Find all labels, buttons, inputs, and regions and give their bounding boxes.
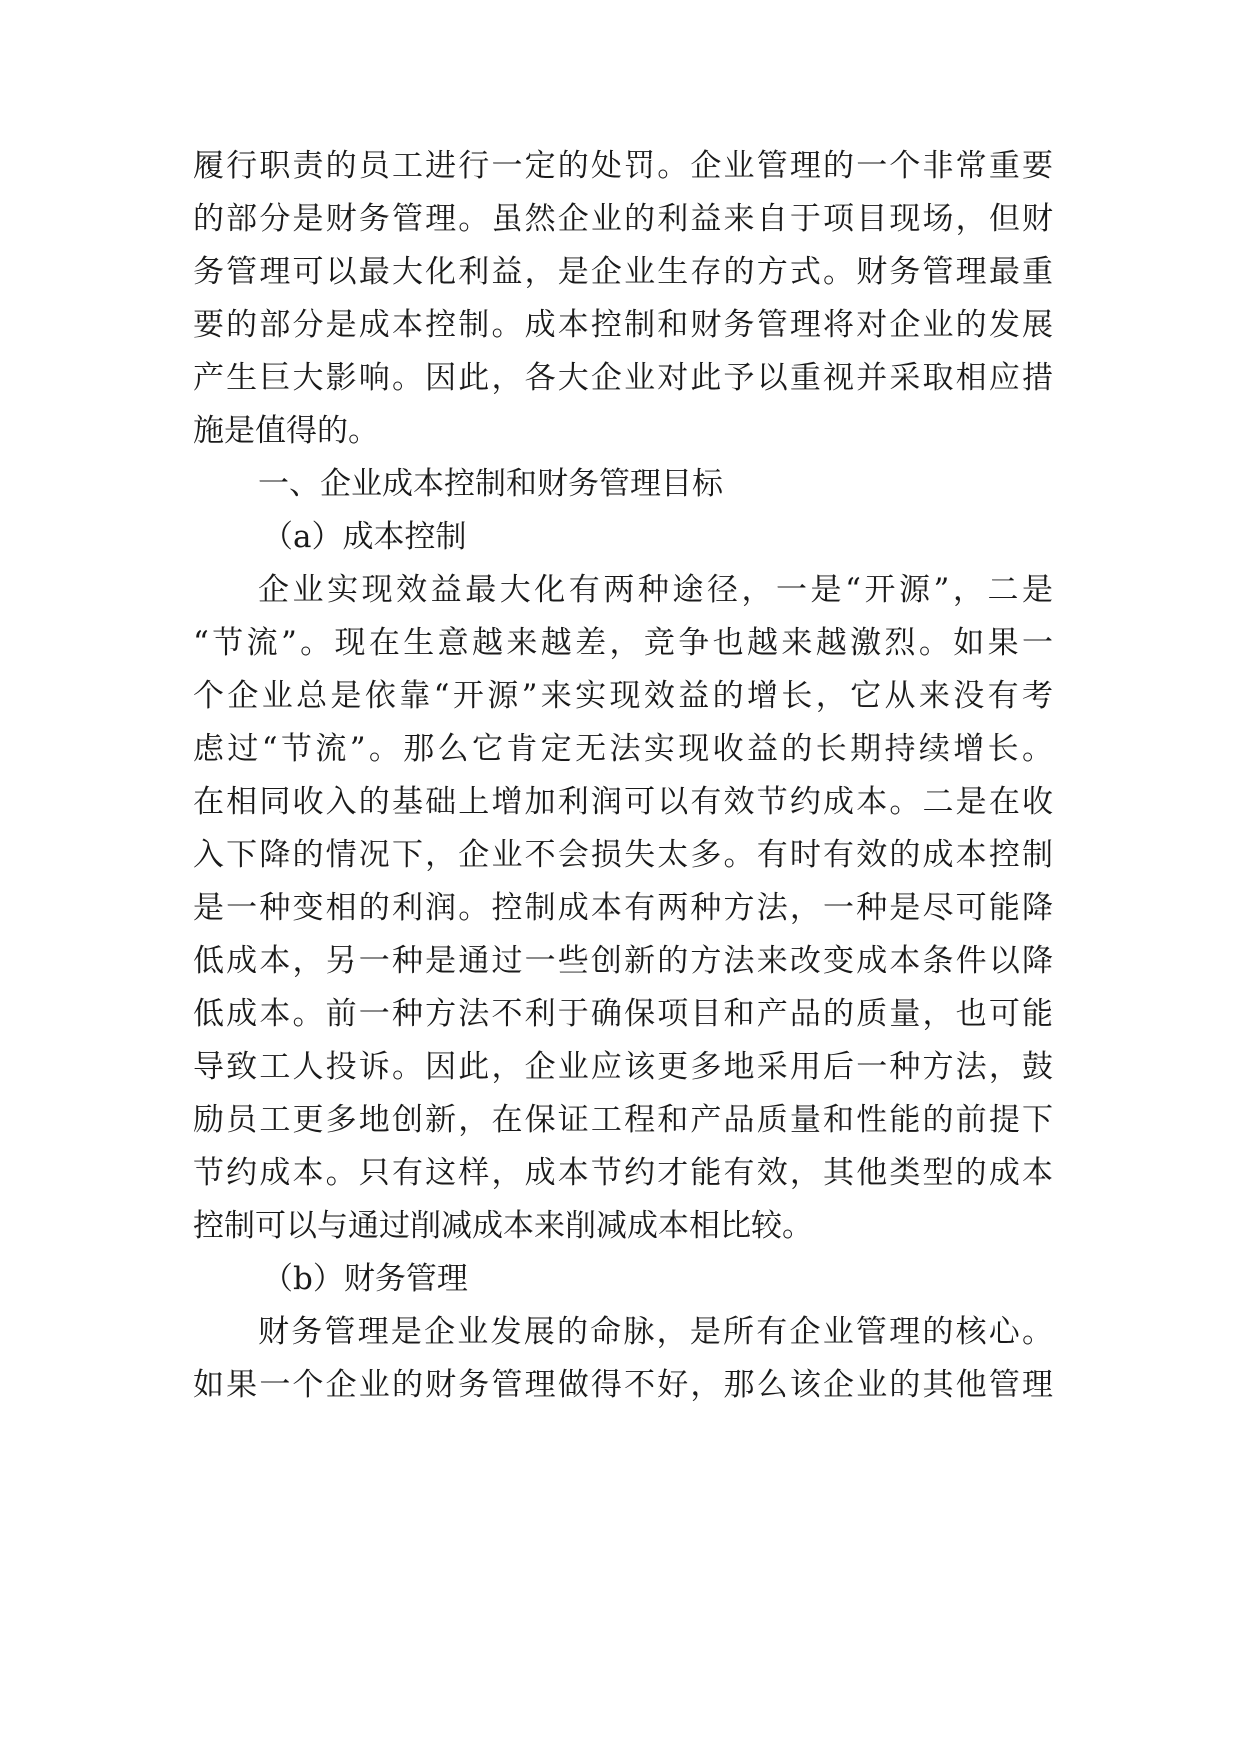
text-line: 导致工人投诉。因此，企业应该更多地采用后一种方法，鼓: [193, 1049, 1053, 1085]
text-line: 如果一个企业的财务管理做得不好，那么该企业的其他管理: [193, 1367, 1053, 1403]
subsection-heading: （a）成本控制: [262, 519, 467, 555]
text-line: 个企业总是依靠“开源”来实现效益的增长，它从来没有考: [193, 678, 1053, 714]
text-line: 产生巨大影响。因此，各大企业对此予以重视并采取相应措: [193, 360, 1053, 396]
text-line: 在相同收入的基础上增加利润可以有效节约成本。二是在收: [193, 784, 1053, 820]
text-line: 入下降的情况下，企业不会损失太多。有时有效的成本控制: [193, 837, 1053, 873]
text-line: 虑过“节流”。那么它肯定无法实现收益的长期持续增长。: [193, 731, 1053, 767]
text-line: 低成本。前一种方法不利于确保项目和产品的质量，也可能: [193, 996, 1053, 1032]
text-line: 企业实现效益最大化有两种途径，一是“开源”，二是: [258, 572, 1053, 608]
text-line: 务管理可以最大化利益，是企业生存的方式。财务管理最重: [193, 254, 1053, 290]
text-line: 施是值得的。: [193, 413, 379, 449]
text-line: 低成本，另一种是通过一些创新的方法来改变成本条件以降: [193, 943, 1053, 979]
text-line: 财务管理是企业发展的命脉，是所有企业管理的核心。: [258, 1314, 1053, 1350]
text-line: 控制可以与通过削减成本来削减成本相比较。: [193, 1208, 813, 1244]
text-line: 的部分是财务管理。虽然企业的利益来自于项目现场，但财: [193, 201, 1053, 237]
text-line: 是一种变相的利润。控制成本有两种方法，一种是尽可能降: [193, 890, 1053, 926]
text-line: 履行职责的员工进行一定的处罚。企业管理的一个非常重要: [193, 148, 1053, 184]
subsection-heading: （b）财务管理: [262, 1261, 468, 1297]
section-heading: 一、企业成本控制和财务管理目标: [258, 466, 723, 502]
text-line: 要的部分是成本控制。成本控制和财务管理将对企业的发展: [193, 307, 1053, 343]
text-line: 节约成本。只有这样，成本节约才能有效，其他类型的成本: [193, 1155, 1053, 1191]
text-line: 励员工更多地创新，在保证工程和产品质量和性能的前提下: [193, 1102, 1053, 1138]
text-line: “节流”。现在生意越来越差，竞争也越来越激烈。如果一: [193, 625, 1053, 661]
